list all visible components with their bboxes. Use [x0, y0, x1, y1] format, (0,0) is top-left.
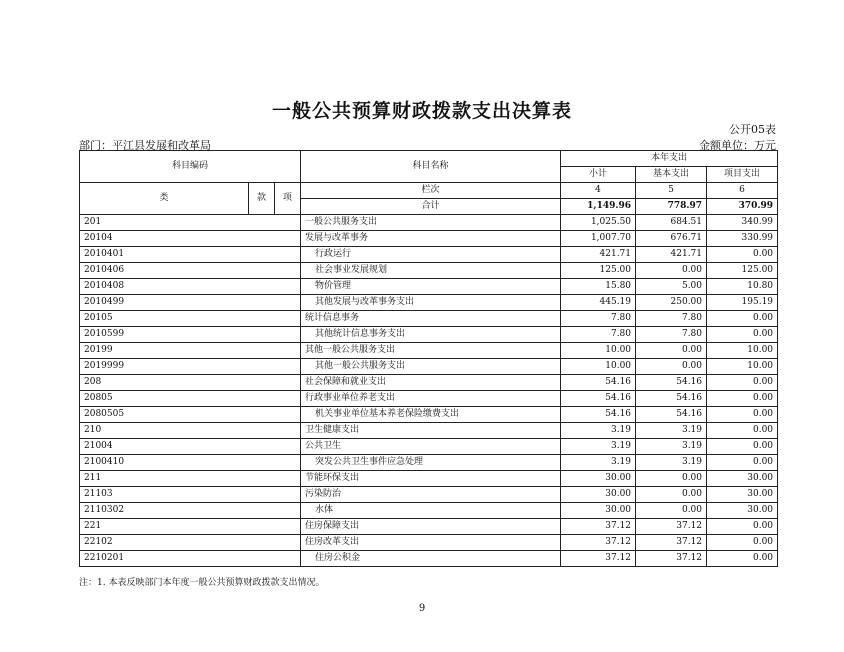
row-basic: 7.80 — [636, 327, 707, 343]
row-project: 0.00 — [707, 247, 778, 263]
row-project: 340.99 — [707, 215, 778, 231]
row-project: 0.00 — [707, 455, 778, 471]
row-project: 30.00 — [707, 471, 778, 487]
row-subtotal: 1,007.70 — [561, 231, 636, 247]
table-row — [80, 295, 778, 311]
table-row — [80, 263, 778, 279]
row-code: 2010401 — [80, 247, 301, 263]
header-project: 项目支出 — [707, 167, 778, 183]
row-name: 其他一般公共服务支出 — [301, 343, 561, 359]
row-subtotal: 30.00 — [561, 503, 636, 519]
row-project: 0.00 — [707, 407, 778, 423]
row-code: 2010408 — [80, 279, 301, 295]
row-subtotal: 10.00 — [561, 359, 636, 375]
row-name: 物价管理 — [301, 279, 561, 295]
row-name: 行政运行 — [301, 247, 561, 263]
row-project: 10.00 — [707, 343, 778, 359]
total-label: 合计 — [301, 199, 561, 215]
header-code: 科目编码 — [80, 151, 301, 183]
table-row — [80, 535, 778, 551]
row-name: 住房公积金 — [301, 551, 561, 567]
row-project: 0.00 — [707, 439, 778, 455]
header-subtotal: 小计 — [561, 167, 636, 183]
row-project: 0.00 — [707, 375, 778, 391]
row-project: 195.19 — [707, 295, 778, 311]
header-xiang: 项 — [275, 183, 301, 215]
row-subtotal: 3.19 — [561, 423, 636, 439]
row-code: 22102 — [80, 535, 301, 551]
row-code: 21004 — [80, 439, 301, 455]
row-subtotal: 421.71 — [561, 247, 636, 263]
row-subtotal: 30.00 — [561, 487, 636, 503]
row-basic: 0.00 — [636, 471, 707, 487]
row-basic: 0.00 — [636, 359, 707, 375]
header-col-5: 5 — [636, 183, 707, 199]
table-row — [80, 503, 778, 519]
table-row — [80, 423, 778, 439]
table-row — [80, 519, 778, 535]
row-code: 211 — [80, 471, 301, 487]
header-year-expenditure: 本年支出 — [561, 151, 778, 167]
row-basic: 54.16 — [636, 391, 707, 407]
header-lei: 类 — [80, 183, 249, 215]
row-subtotal: 10.00 — [561, 343, 636, 359]
row-name: 节能环保支出 — [301, 471, 561, 487]
row-subtotal: 54.16 — [561, 407, 636, 423]
page-title: 一般公共预算财政拨款支出决算表 — [271, 100, 572, 122]
row-name: 突发公共卫生事件应急处理 — [301, 455, 561, 471]
row-basic: 5.00 — [636, 279, 707, 295]
row-project: 0.00 — [707, 551, 778, 567]
table-row — [80, 455, 778, 471]
table-row — [80, 247, 778, 263]
row-name: 其他发展与改革事务支出 — [301, 295, 561, 311]
row-basic: 37.12 — [636, 519, 707, 535]
row-subtotal: 54.16 — [561, 391, 636, 407]
table-row — [80, 375, 778, 391]
table-row — [80, 407, 778, 423]
row-code: 208 — [80, 375, 301, 391]
header-name: 科目名称 — [301, 151, 561, 183]
row-basic: 421.71 — [636, 247, 707, 263]
row-basic: 3.19 — [636, 439, 707, 455]
row-name: 其他一般公共服务支出 — [301, 359, 561, 375]
row-code: 210 — [80, 423, 301, 439]
header-col-6: 6 — [707, 183, 778, 199]
table-row — [80, 231, 778, 247]
row-name: 卫生健康支出 — [301, 423, 561, 439]
row-basic: 676.71 — [636, 231, 707, 247]
table-row — [80, 215, 778, 231]
row-basic: 54.16 — [636, 375, 707, 391]
row-name: 统计信息事务 — [301, 311, 561, 327]
row-code: 2019999 — [80, 359, 301, 375]
row-subtotal: 30.00 — [561, 471, 636, 487]
total-basic: 778.97 — [636, 199, 707, 215]
row-project: 30.00 — [707, 503, 778, 519]
row-code: 20805 — [80, 391, 301, 407]
row-name: 住房改革支出 — [301, 535, 561, 551]
row-subtotal: 3.19 — [561, 455, 636, 471]
unit-label: 金额单位：万元 — [699, 139, 776, 152]
table-row — [80, 391, 778, 407]
row-subtotal: 54.16 — [561, 375, 636, 391]
row-name: 社会事业发展规划 — [301, 263, 561, 279]
row-code: 2210201 — [80, 551, 301, 567]
table-row — [80, 551, 778, 567]
row-basic: 37.12 — [636, 535, 707, 551]
row-project: 0.00 — [707, 423, 778, 439]
row-code: 21103 — [80, 487, 301, 503]
header-basic: 基本支出 — [636, 167, 707, 183]
row-name: 住房保障支出 — [301, 519, 561, 535]
row-basic: 37.12 — [636, 551, 707, 567]
row-name: 社会保障和就业支出 — [301, 375, 561, 391]
row-basic: 7.80 — [636, 311, 707, 327]
header-col-4: 4 — [561, 183, 636, 199]
row-name: 其他统计信息事务支出 — [301, 327, 561, 343]
form-number: 公开05表 — [729, 123, 776, 136]
row-subtotal: 7.80 — [561, 311, 636, 327]
table-row — [80, 343, 778, 359]
header-row-1 — [80, 151, 778, 167]
row-basic: 54.16 — [636, 407, 707, 423]
row-basic: 684.51 — [636, 215, 707, 231]
row-project: 330.99 — [707, 231, 778, 247]
row-name: 发展与改革事务 — [301, 231, 561, 247]
row-code: 2100410 — [80, 455, 301, 471]
row-project: 0.00 — [707, 519, 778, 535]
header-column-number: 栏次 — [301, 183, 561, 199]
row-name: 污染防治 — [301, 487, 561, 503]
total-subtotal: 1,149.96 — [561, 199, 636, 215]
row-project: 0.00 — [707, 311, 778, 327]
row-project: 0.00 — [707, 327, 778, 343]
total-project: 370.99 — [707, 199, 778, 215]
table-row — [80, 327, 778, 343]
header-row-3 — [80, 183, 778, 199]
row-code: 2010406 — [80, 263, 301, 279]
page-number: 9 — [418, 603, 426, 614]
row-basic: 3.19 — [636, 423, 707, 439]
department-label: 部门：平江县发展和改革局 — [79, 139, 211, 152]
row-code: 2010599 — [80, 327, 301, 343]
table-row — [80, 359, 778, 375]
row-code: 20104 — [80, 231, 301, 247]
row-project: 125.00 — [707, 263, 778, 279]
table-row — [80, 487, 778, 503]
row-name: 机关事业单位基本养老保险缴费支出 — [301, 407, 561, 423]
table-row — [80, 439, 778, 455]
row-basic: 0.00 — [636, 487, 707, 503]
row-basic: 0.00 — [636, 263, 707, 279]
row-project: 30.00 — [707, 487, 778, 503]
row-basic: 0.00 — [636, 343, 707, 359]
row-subtotal: 125.00 — [561, 263, 636, 279]
row-subtotal: 37.12 — [561, 535, 636, 551]
row-subtotal: 37.12 — [561, 551, 636, 567]
row-name: 公共卫生 — [301, 439, 561, 455]
row-subtotal: 15.80 — [561, 279, 636, 295]
row-subtotal: 37.12 — [561, 519, 636, 535]
row-code: 201 — [80, 215, 301, 231]
table-row — [80, 279, 778, 295]
row-subtotal: 445.19 — [561, 295, 636, 311]
row-subtotal: 1,025.50 — [561, 215, 636, 231]
row-basic: 0.00 — [636, 503, 707, 519]
row-code: 2010499 — [80, 295, 301, 311]
row-subtotal: 7.80 — [561, 327, 636, 343]
row-project: 10.80 — [707, 279, 778, 295]
header-kuan: 款 — [249, 183, 275, 215]
row-subtotal: 3.19 — [561, 439, 636, 455]
row-name: 一般公共服务支出 — [301, 215, 561, 231]
table-row — [80, 311, 778, 327]
row-code: 2110302 — [80, 503, 301, 519]
table-row — [80, 471, 778, 487]
row-basic: 3.19 — [636, 455, 707, 471]
row-name: 水体 — [301, 503, 561, 519]
row-code: 2080505 — [80, 407, 301, 423]
expenditure-table — [79, 150, 778, 567]
row-code: 20105 — [80, 311, 301, 327]
row-project: 10.00 — [707, 359, 778, 375]
row-code: 221 — [80, 519, 301, 535]
row-basic: 250.00 — [636, 295, 707, 311]
footnote: 注：1. 本表反映部门本年度一般公共预算财政拨款支出情况。 — [79, 578, 325, 588]
row-project: 0.00 — [707, 391, 778, 407]
row-project: 0.00 — [707, 535, 778, 551]
row-name: 行政事业单位养老支出 — [301, 391, 561, 407]
row-code: 20199 — [80, 343, 301, 359]
